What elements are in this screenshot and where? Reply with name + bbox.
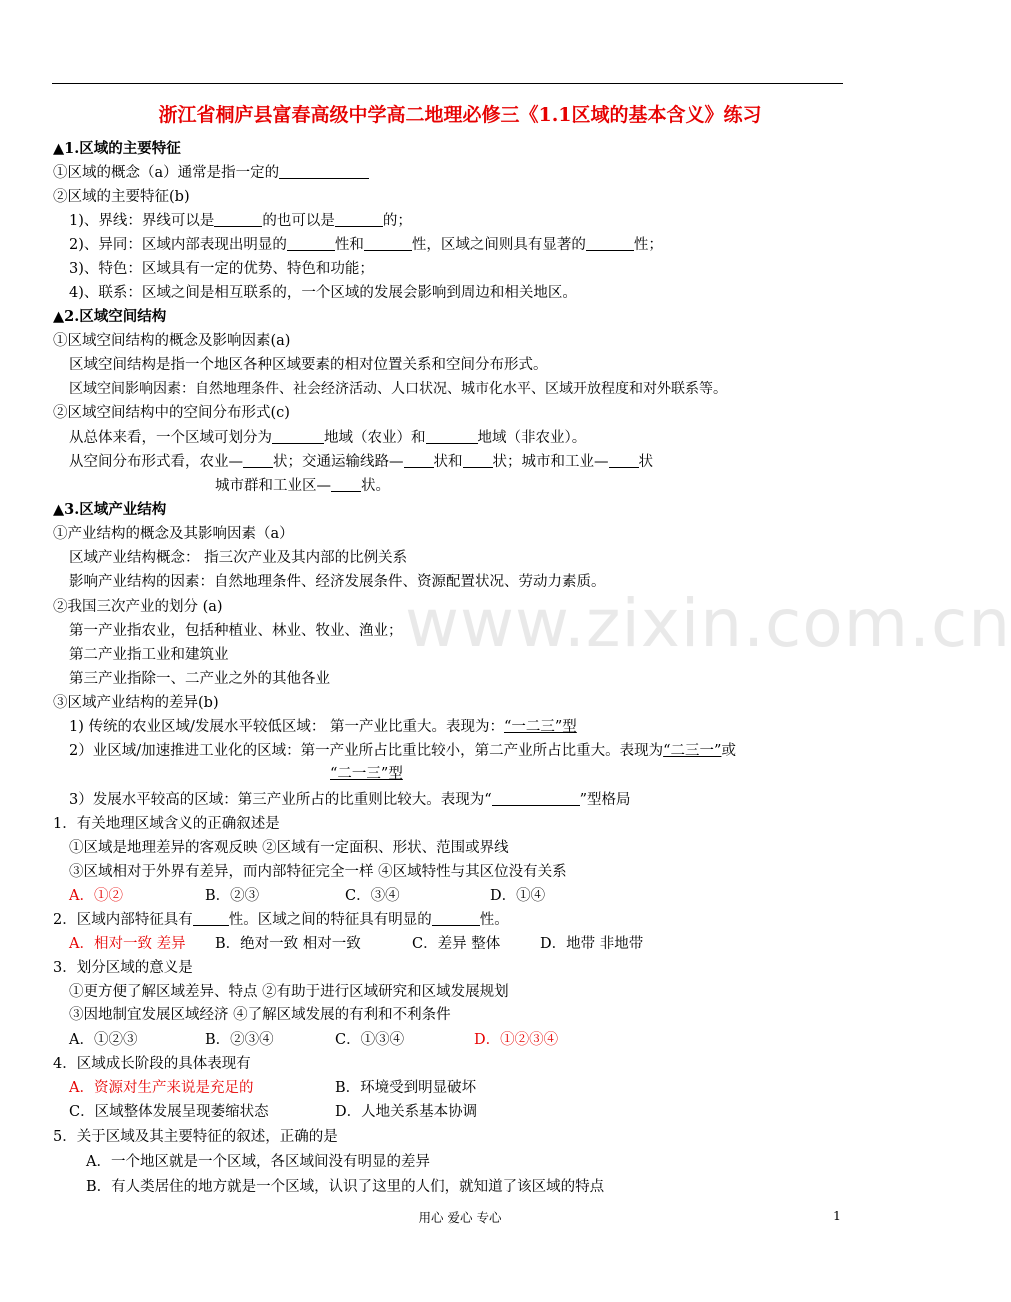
q2-stem: 2．区域内部特征具有 性。区域之间的特征具有明显的 性。 bbox=[53, 912, 509, 928]
q4-choice-b: B．环境受到明显破坏 bbox=[335, 1080, 477, 1096]
s2-line-4: ②区域空间结构中的空间分布形式(c) bbox=[53, 405, 290, 421]
q3-choice-c: C．①③④ bbox=[335, 1032, 405, 1048]
s3-line-12: 3）发展水平较高的区域：第三产业所占的比重则比较大。表现为“ ”型格局 bbox=[69, 792, 631, 808]
fill-blank bbox=[426, 428, 478, 444]
s1-line-2: ②区域的主要特征(b) bbox=[53, 189, 190, 205]
q4-choice-c: C．区域整体发展呈现萎缩状态 bbox=[69, 1104, 269, 1120]
q2-choice-d: D．地带 非地带 bbox=[540, 936, 644, 952]
fill-blank bbox=[586, 235, 634, 251]
s1-line-4: 2)、异同：区域内部表现出明显的 性和 性，区域之间则具有显著的 性； bbox=[69, 237, 663, 253]
page-footer: 用心 爱心 专心 bbox=[418, 1210, 502, 1225]
q1-option-line-1: ①区域是地理差异的客观反映 ②区域有一定面积、形状、范围或界线 bbox=[69, 840, 509, 856]
fill-blank bbox=[193, 910, 229, 926]
s2-line-3: 区域空间影响因素：自然地理条件、社会经济活动、人口状况、城市化水平、区域开放程度和对外联系等。 bbox=[69, 381, 727, 397]
fill-blank bbox=[609, 452, 639, 468]
q5-stem: 5．关于区域及其主要特征的叙述，正确的是 bbox=[53, 1129, 338, 1145]
fill-blank bbox=[272, 428, 324, 444]
s3-line-4: ②我国三次产业的划分 (a) bbox=[53, 599, 223, 615]
q1-choice-d: D．①④ bbox=[490, 888, 546, 904]
q2-choice-b: B．绝对一致 相对一致 bbox=[215, 936, 361, 952]
s3-line-10: 2）业区域/加速推进工业化的区域：第一产业所占比重比较小，第二产业所占比重大。表现为“二三一”或 bbox=[69, 743, 736, 759]
fill-blank bbox=[214, 211, 262, 227]
q4-stem: 4．区域成长阶段的具体表现有 bbox=[53, 1056, 251, 1072]
s3-line-2: 区域产业结构概念： 指三次产业及其内部的比例关系 bbox=[69, 550, 408, 566]
fill-blank bbox=[492, 790, 580, 806]
s3-line-11: “二一三”型 bbox=[330, 766, 403, 782]
q4-choice-a: A．资源对生产来说是充足的 bbox=[69, 1080, 254, 1096]
q3-choice-b: B．②③④ bbox=[205, 1032, 274, 1048]
q1-stem: 1．有关地理区域含义的正确叙述是 bbox=[53, 816, 280, 832]
q3-choice-d: D．①②③④ bbox=[474, 1032, 559, 1048]
s2-line-7: 城市群和工业区— 状。 bbox=[215, 478, 390, 494]
s2-line-2: 区域空间结构是指一个地区各种区域要素的相对位置关系和空间分布形式。 bbox=[69, 357, 548, 373]
q5-choice-a: A．一个地区就是一个区域，各区域间没有明显的差异 bbox=[86, 1154, 430, 1170]
watermark: www.zixin.com.cn bbox=[405, 585, 1011, 662]
fill-blank bbox=[404, 452, 434, 468]
fill-blank bbox=[287, 235, 335, 251]
s3-line-8: ③区域产业结构的差异(b) bbox=[53, 695, 219, 711]
s1-line-1: ①区域的概念（a）通常是指一定的 bbox=[53, 163, 369, 183]
s3-line-6: 第二产业指工业和建筑业 bbox=[69, 647, 229, 663]
q4-choice-d: D．人地关系基本协调 bbox=[335, 1104, 478, 1120]
q1-choice-b: B．②③ bbox=[205, 888, 260, 904]
q3-option-line-2: ③因地制宜发展区域经济 ④了解区域发展的有利和不利条件 bbox=[69, 1007, 451, 1023]
q3-stem: 3．划分区域的意义是 bbox=[53, 960, 193, 976]
s1-line-5: 3)、特色：区域具有一定的优势、特色和功能； bbox=[69, 261, 374, 277]
q3-option-line-1: ①更方便了解区域差异、特点 ②有助于进行区域研究和区域发展规划 bbox=[69, 984, 509, 1000]
page-number: 1 bbox=[833, 1208, 841, 1223]
page-title: 浙江省桐庐县富春高级中学高二地理必修三《1.1区域的基本含义》练习 bbox=[158, 104, 762, 126]
section-1-heading: ▲1.区域的主要特征 bbox=[53, 140, 181, 157]
section-2-heading: ▲2.区域空间结构 bbox=[53, 308, 167, 325]
q1-option-line-2: ③区域相对于外界有差异，而内部特征完全一样 ④区域特性与其区位没有关系 bbox=[69, 864, 567, 880]
header-rule bbox=[52, 83, 843, 84]
q2-choice-c: C．差异 整体 bbox=[412, 936, 501, 952]
fill-blank bbox=[279, 163, 369, 179]
q2-choice-a: A．相对一致 差异 bbox=[69, 936, 186, 952]
section-3-heading: ▲3.区域产业结构 bbox=[53, 501, 167, 518]
s3-line-3: 影响产业结构的因素：自然地理条件、经济发展条件、资源配置状况、劳动力素质。 bbox=[69, 574, 606, 590]
fill-blank bbox=[364, 235, 412, 251]
s3-line-7: 第三产业指除一、二产业之外的其他各业 bbox=[69, 671, 330, 687]
fill-blank bbox=[463, 452, 493, 468]
s2-line-5: 从总体来看，一个区域可划分为 地域（农业）和 地域（非农业）。 bbox=[69, 430, 587, 446]
s2-line-6: 从空间分布形式看，农业— 状；交通运输线路— 状和 状；城市和工业— 状 bbox=[69, 454, 653, 470]
s3-line-5: 第一产业指农业，包括种植业、林业、牧业、渔业； bbox=[69, 623, 403, 639]
q1-choice-a: A．①② bbox=[69, 888, 123, 904]
fill-blank bbox=[335, 211, 383, 227]
s1-line-3: 1)、界线：界线可以是 的也可以是 的； bbox=[69, 213, 412, 229]
s1-line-6: 4)、联系：区域之间是相互联系的，一个区域的发展会影响到周边和相关地区。 bbox=[69, 285, 577, 301]
fill-blank bbox=[432, 910, 480, 926]
fill-blank bbox=[243, 452, 273, 468]
s3-line-1: ①产业结构的概念及其影响因素（a） bbox=[53, 526, 294, 542]
fill-blank bbox=[331, 476, 361, 492]
q3-choice-a: A．①②③ bbox=[69, 1032, 138, 1048]
q5-choice-b: B．有人类居住的地方就是一个区域，认识了这里的人们，就知道了该区域的特点 bbox=[86, 1179, 605, 1195]
q1-choice-c: C．③④ bbox=[345, 888, 400, 904]
s2-line-1: ①区域空间结构的概念及影响因素(a) bbox=[53, 333, 291, 349]
s3-line-9: 1) 传统的农业区域/发展水平较低区域： 第一产业比重大。表现为：“一二三”型 bbox=[69, 719, 577, 735]
